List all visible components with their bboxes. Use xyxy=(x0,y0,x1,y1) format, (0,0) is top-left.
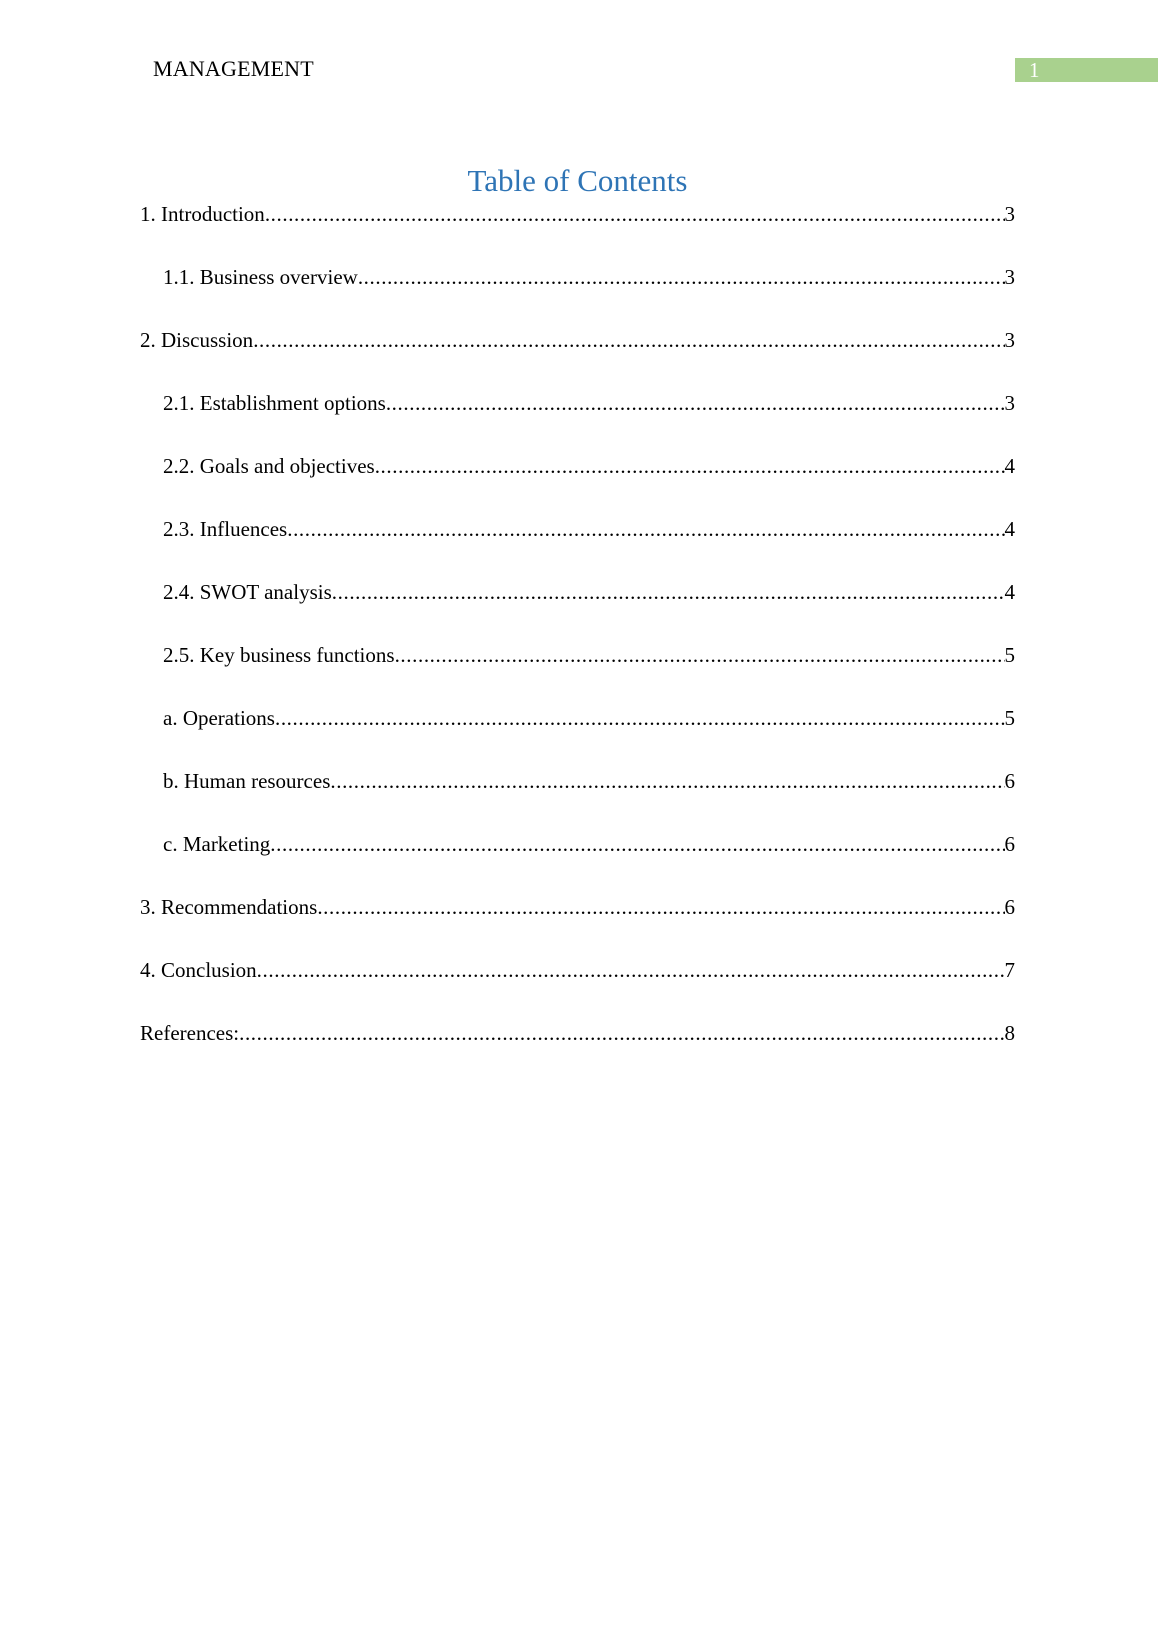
toc-entry-introduction[interactable] xyxy=(140,201,1015,264)
toc-entry-references[interactable] xyxy=(140,1020,1015,1083)
toc-list xyxy=(140,201,1015,1083)
toc-entry-label: 1.1. Business overview xyxy=(163,265,358,289)
toc-entry-recommendations[interactable] xyxy=(140,894,1015,957)
toc-entry-label: 4. Conclusion xyxy=(140,958,257,982)
toc-dot-leader xyxy=(395,642,1005,668)
toc-entry-key-business-functions[interactable] xyxy=(140,642,1015,705)
toc-entry-label: 2.1. Establishment options xyxy=(163,391,386,415)
toc-entry-page: 3 xyxy=(1004,328,1015,352)
page-number-box xyxy=(1015,58,1158,82)
toc-entry-label: 2.2. Goals and objectives xyxy=(163,454,375,478)
toc-title: Table of Contents xyxy=(467,163,688,198)
toc-entry-page: 8 xyxy=(1004,1021,1015,1045)
toc-entry-label: 3. Recommendations xyxy=(140,895,318,919)
toc-entry-label: 2. Discussion xyxy=(140,328,254,352)
toc-dot-leader xyxy=(287,516,1004,542)
toc-entry-operations[interactable] xyxy=(140,705,1015,768)
toc-entry-page: 6 xyxy=(1004,769,1015,793)
toc-entry-marketing[interactable] xyxy=(140,831,1015,894)
running-header-title: MANAGEMENT xyxy=(153,56,314,81)
toc-entry-page: 3 xyxy=(1004,265,1015,289)
toc-entry-swot-analysis[interactable] xyxy=(140,579,1015,642)
toc-entry-page: 5 xyxy=(1004,643,1015,667)
toc-entry-page: 7 xyxy=(1004,958,1015,982)
toc-entry-goals-and-objectives[interactable] xyxy=(140,453,1015,516)
toc-entry-label: 2.5. Key business functions xyxy=(163,643,395,667)
page-number: 1 xyxy=(1029,58,1040,82)
toc-entry-page: 6 xyxy=(1004,832,1015,856)
toc-entry-label: c. Marketing xyxy=(163,832,271,856)
toc-entry-conclusion[interactable] xyxy=(140,957,1015,1020)
toc-dot-leader xyxy=(375,453,1005,479)
toc-entry-business-overview[interactable] xyxy=(140,264,1015,327)
toc-dot-leader xyxy=(330,768,1004,794)
toc-entry-human-resources[interactable] xyxy=(140,768,1015,831)
toc-entry-page: 6 xyxy=(1004,895,1015,919)
toc-dot-leader xyxy=(265,201,1005,227)
toc-entry-label: 1. Introduction xyxy=(140,202,265,226)
toc-entry-page: 3 xyxy=(1004,391,1015,415)
toc-dot-leader xyxy=(358,264,1005,290)
toc-entry-label: References: xyxy=(140,1021,240,1045)
toc-dot-leader xyxy=(386,390,1005,416)
toc-dot-leader xyxy=(253,327,1004,353)
toc-entry-establishment-options[interactable] xyxy=(140,390,1015,453)
toc-entry-discussion[interactable] xyxy=(140,327,1015,390)
toc-dot-leader xyxy=(275,705,1005,731)
toc-entry-label: a. Operations xyxy=(163,706,275,730)
toc-entry-page: 5 xyxy=(1004,706,1015,730)
toc-dot-leader xyxy=(270,831,1004,857)
toc-entry-page: 4 xyxy=(1004,580,1015,604)
toc-entry-label: 2.4. SWOT analysis xyxy=(163,580,332,604)
toc-entry-page: 4 xyxy=(1004,517,1015,541)
toc-dot-leader xyxy=(257,957,1005,983)
toc-entry-label: 2.3. Influences xyxy=(163,517,288,541)
toc-dot-leader xyxy=(239,1020,1004,1046)
toc-entry-label: b. Human resources xyxy=(163,769,331,793)
toc-entry-influences[interactable] xyxy=(140,516,1015,579)
toc-dot-leader xyxy=(332,579,1005,605)
toc-entry-page: 3 xyxy=(1004,202,1015,226)
toc-entry-page: 4 xyxy=(1004,454,1015,478)
toc-dot-leader xyxy=(317,894,1004,920)
